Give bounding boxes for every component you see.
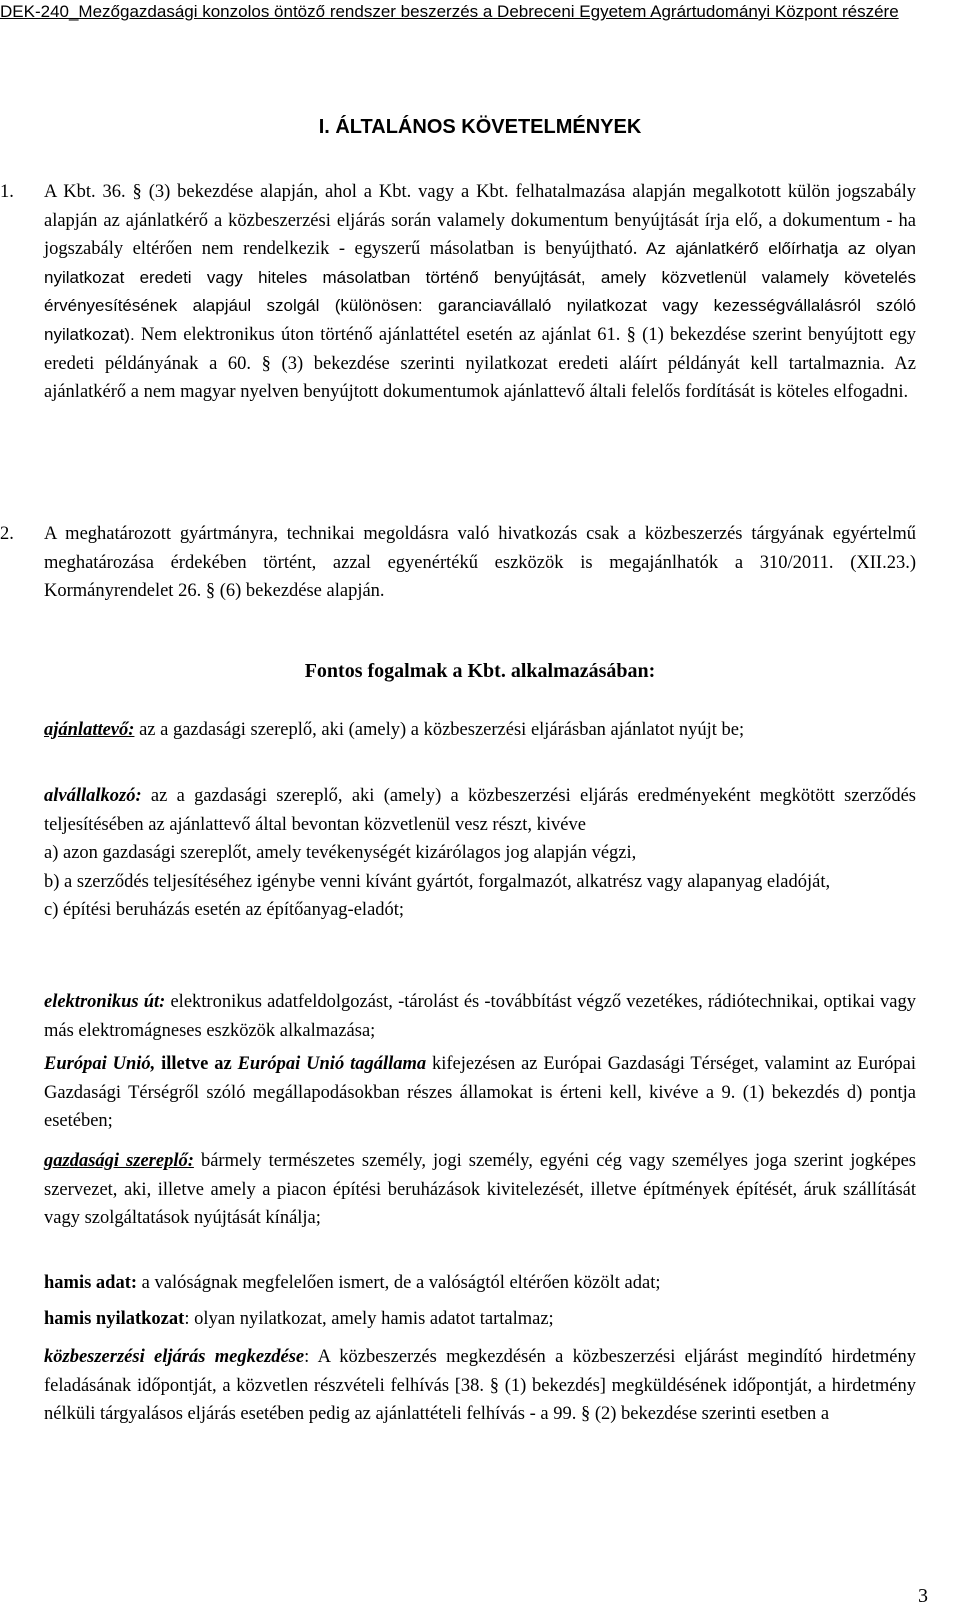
definition-term: elektronikus út:: [44, 992, 166, 1012]
definition-term: hamis adat:: [44, 1273, 138, 1293]
definition-term: Európai Unió,: [44, 1054, 156, 1074]
definition-text: az a gazdasági szereplő, aki (amely) a közbeszerzési eljárásban ajánlatot nyújt be;: [134, 720, 745, 740]
exception-c: c) építési beruházás esetén az építőanyag-eladót;: [44, 900, 405, 921]
item-1-part-b: Az ajánlatkérő előírhatja az olyan nyilatkozat eredeti vagy hiteles másolatban történő benyújtását, amely közvetlenül valamely követelés érvényesítésének alapjául szolgál (különösen: garanciavállaló nyilatkozat vagy kezességvállalásról szóló nyilatkozat).: [44, 239, 916, 344]
definition-kozbeszerzesi-eljaras: [44, 1343, 916, 1429]
definition-text: : A közbeszerzés megkezdésén a közbeszerzési eljárást megindító hirdetmény feladásának időpontját, a közvetlen részvételi felhívás [38. § (1) bekezdés] megküldésének időpontját, a hirdetmény nélküli tárgyalásos eljárás esetében pedig az ajánlattételi felhívás - a 99. § (2) bekezdése szerinti esetben a: [44, 1347, 916, 1425]
definition-text: elektronikus adatfeldolgozást, -tárolást és -továbbítást végző vezetékes, rádiótechnikai, optikai vagy más elektromágneses eszközök alkalmazása;: [44, 992, 916, 1041]
definition-alvallalkozo: [44, 782, 916, 925]
definition-term: alvállalkozó:: [44, 786, 142, 806]
definition-hamis-adat: [44, 1269, 916, 1298]
definition-gazdasagi-szereplo: [44, 1147, 916, 1233]
definition-term: közbeszerzési eljárás megkezdése: [44, 1347, 305, 1367]
list-number: 2.: [0, 524, 14, 544]
list-text: A meghatározott gyártmányra, technikai megoldásra való hivatkozás csak a közbeszerzés tárgyának egyértelmű meghatározása érdekében történt, azzal egyenértékű eszközök is megajánlhatók a 310/2011. (XII.23.) Kormányrendelet 26. § (6) bekezdése alapján.: [44, 524, 916, 602]
definition-ajanlattevo: [44, 716, 916, 745]
definition-term-2: Európai Unió tagállama: [237, 1054, 427, 1074]
definition-europai-unio: [44, 1050, 916, 1136]
definition-term: hamis nyilatkozat: [44, 1309, 185, 1329]
definition-text: az a gazdasági szereplő, aki (amely) a közbeszerzési eljárás eredményeként megkötött szerződés teljesítésében az ajánlattevő által bevontan közvetlenül vesz részt, kivéve: [44, 786, 916, 835]
exception-a: a) azon gazdasági szereplőt, amely tevékenységét kizárólagos jog alapján végzi,: [44, 843, 637, 864]
running-header: DEK-240_Mezőgazdasági konzolos öntöző rendszer beszerzés a Debreceni Egyetem Agrártudományi Központ részére: [0, 2, 899, 21]
list-number: 1.: [0, 182, 14, 202]
exception-b: b) a szerződés teljesítéséhez igénybe venni kívánt gyártót, forgalmazót, alkatrész vagy alapanyag eladóját,: [44, 871, 831, 892]
definitions-heading: Fontos fogalmak a Kbt. alkalmazásában:: [304, 660, 656, 682]
definition-hamis-nyilatkozat: [44, 1305, 916, 1334]
definition-text: a valóságnak megfelelően ismert, de a valóságtól eltérően közölt adat;: [137, 1273, 661, 1293]
definition-term: ajánlattevő:: [44, 720, 135, 740]
definition-connector: illetve az: [155, 1054, 238, 1074]
definition-text: kifejezésen az Európai Gazdasági Térséget, valamint az Európai Gazdasági Térségről szóló megállapodásokban részes államokat is érteni kell, kivéve a 9. (1) bekezdés d) pontja esetében;: [44, 1054, 916, 1132]
page-number: 3: [918, 1585, 928, 1607]
definition-text: bármely természetes személy, jogi személy, egyéni cég vagy személyes joga szerint jogképes szervezet, aki, illetve amely a piacon építési beruházások kivitelezését, illetve építmények építését, áruk szállítását vagy szolgáltatások nyújtását kínálja;: [44, 1151, 916, 1229]
item-1-part-a: A Kbt. 36. § (3) bekezdése alapján, ahol a Kbt. vagy a Kbt. felhatalmazása alapján megalkotott külön jogszabály alapján az ajánlatkérő a közbeszerzési eljárás során valamely dokumentum benyújtását írja elő, a dokumentum - ha jogszabály eltérően nem rendelkezik - egyszerű másolatban is benyújtható.: [44, 182, 916, 260]
definition-elektronikus-ut: [44, 988, 916, 1045]
definition-term: gazdasági szereplő:: [44, 1151, 194, 1171]
section-heading: I. ÁLTALÁNOS KÖVETELMÉNYEK: [318, 116, 642, 138]
definition-text: : olyan nyilatkozat, amely hamis adatot tartalmaz;: [184, 1309, 554, 1329]
item-1-part-c: Nem elektronikus úton történő ajánlattétel esetén az ajánlat 61. § (1) bekezdése szerint benyújtott egy eredeti példányának a 60. § (3) bekezdése szerinti nyilatkozat eredeti aláírt példányát kell tartalmaznia. Az ajánlatkérő a nem magyar nyelven benyújtott dokumentumok ajánlattevő általi felelős fordítását is köteles elfogadni.: [44, 324, 916, 403]
list-text: [44, 178, 916, 407]
